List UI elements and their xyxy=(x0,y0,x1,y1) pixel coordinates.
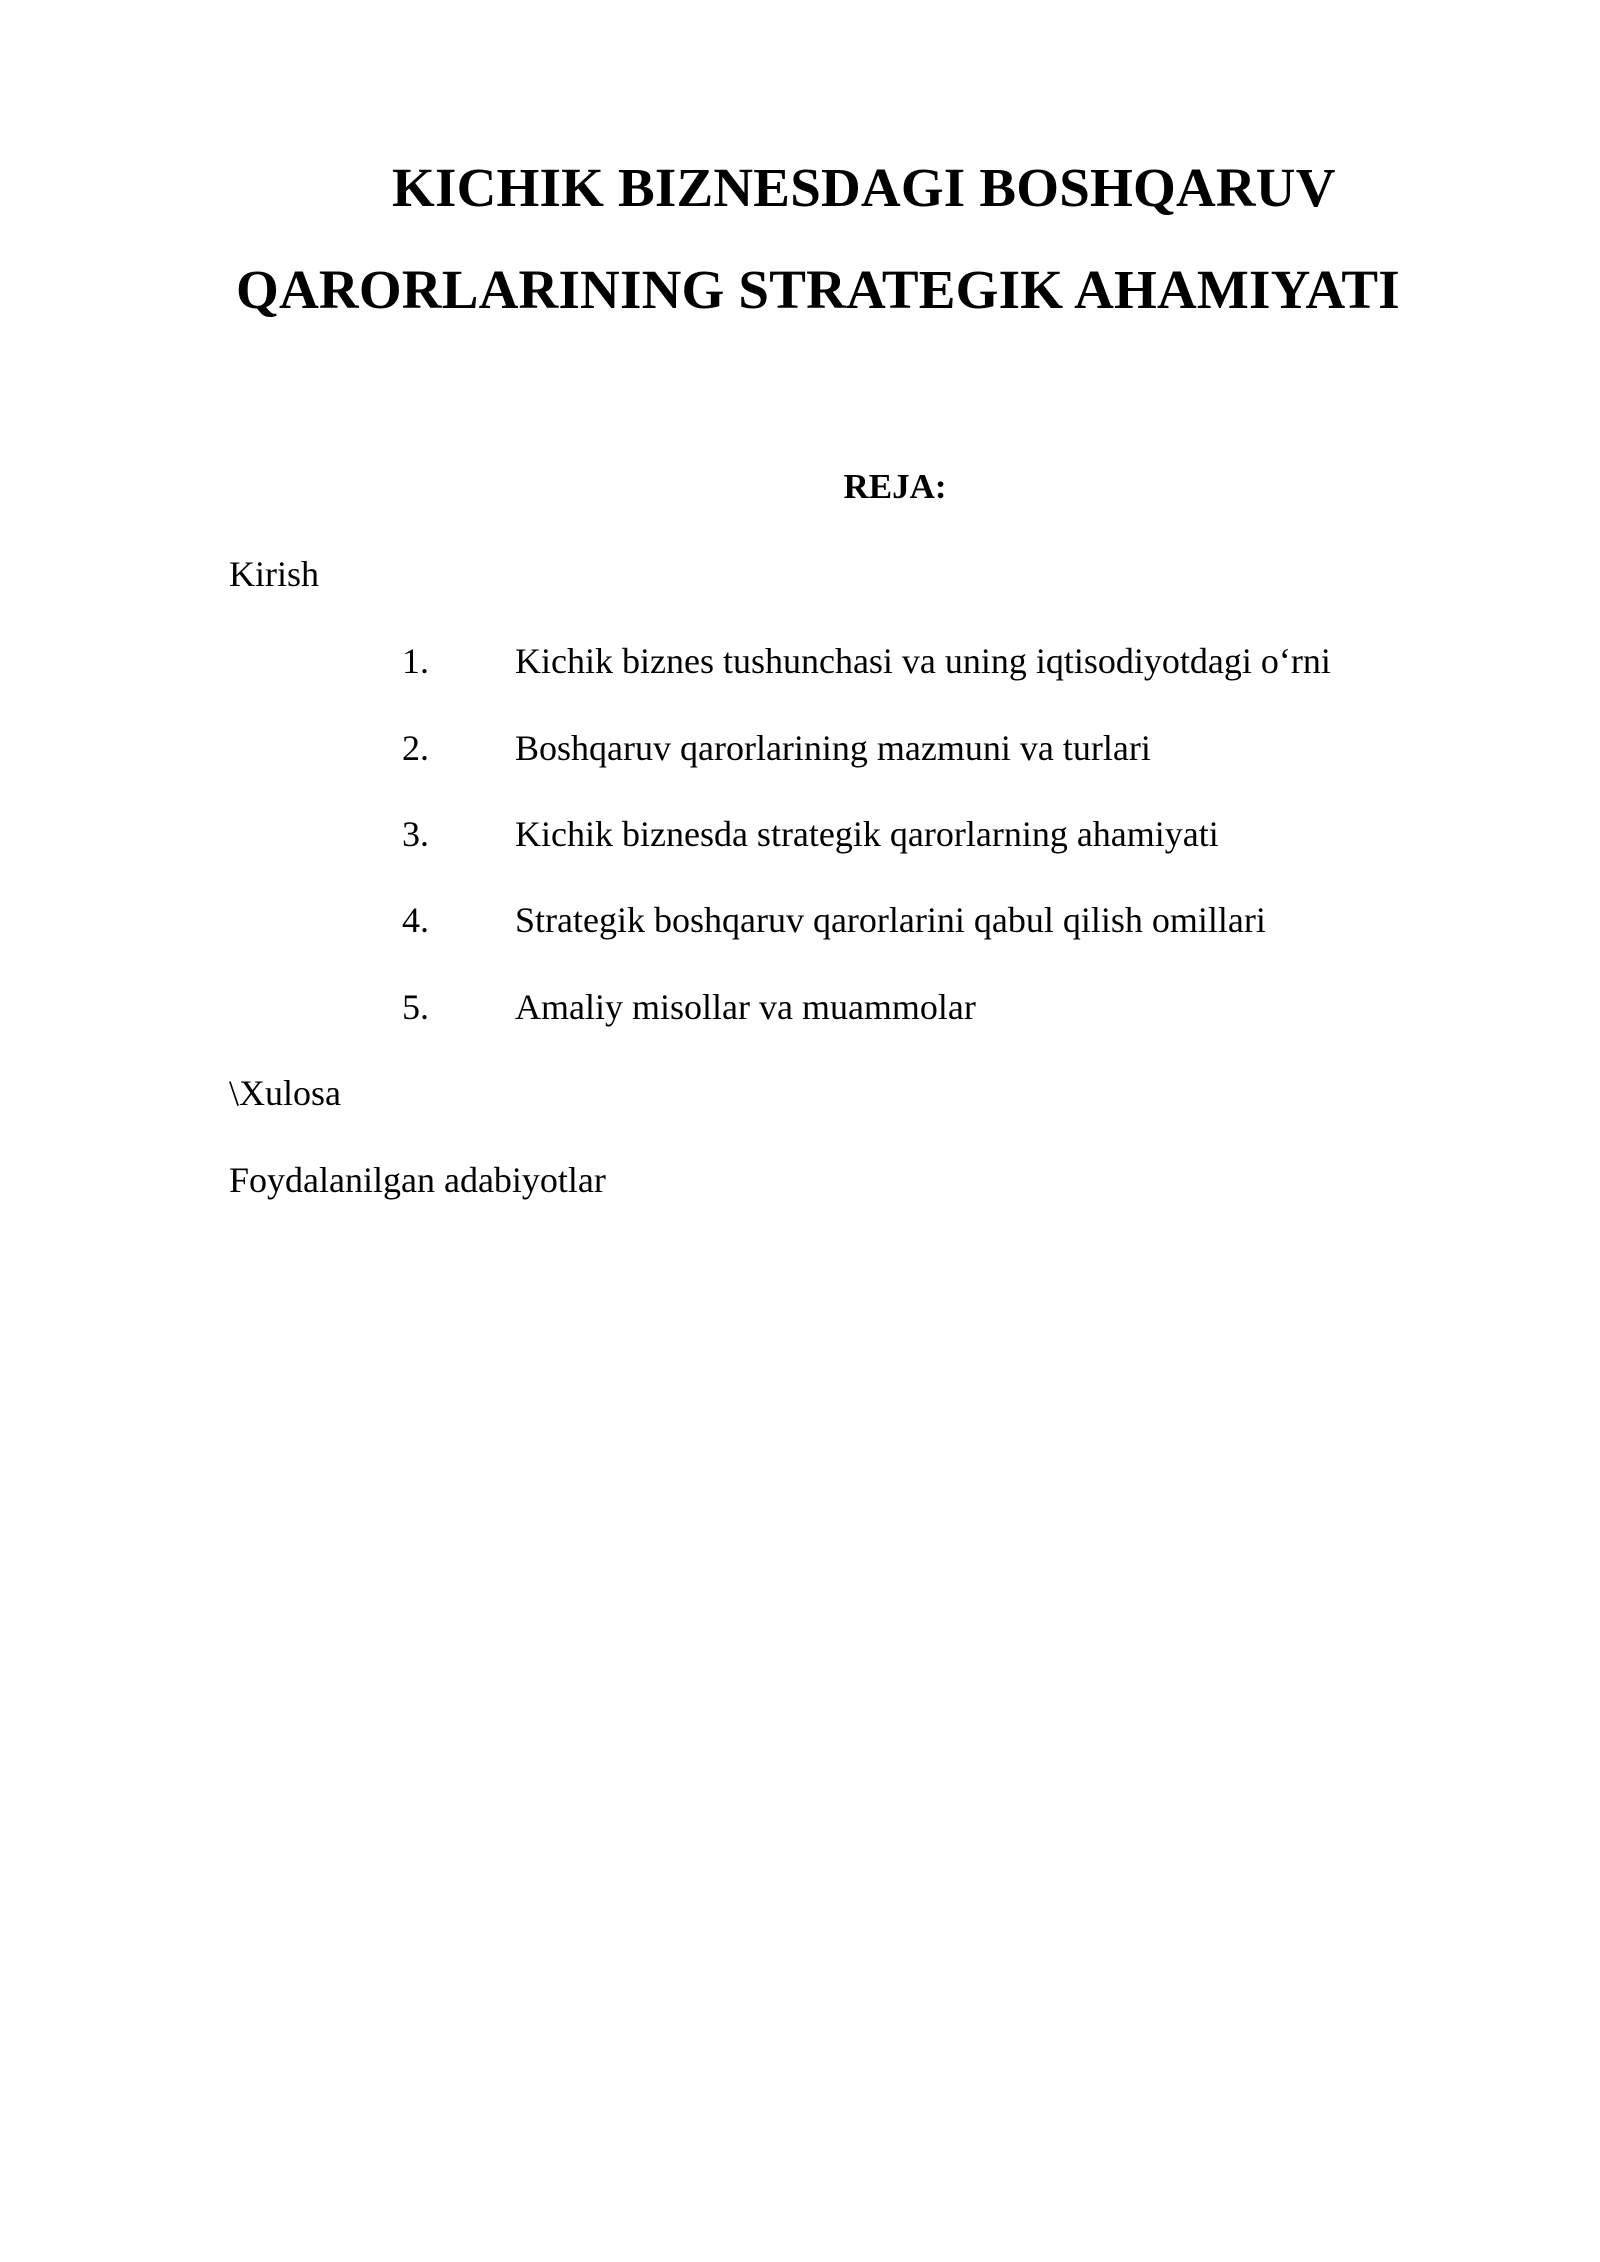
plan-item-text: Strategik boshqaruv qarorlarini qabul qilish omillari xyxy=(515,900,1266,940)
plan-item-text: Kichik biznesda strategik qarorlarning ahamiyati xyxy=(515,814,1219,854)
plan-item-text: Amaliy misollar va muammolar xyxy=(515,987,976,1027)
document-title-line-1: KICHIK BIZNESDAGI BOSHQARUV xyxy=(392,157,1336,218)
plan-heading: REJA: xyxy=(843,467,947,506)
plan-item-number: 1. xyxy=(402,641,429,681)
plan-item-number: 5. xyxy=(402,987,429,1027)
plan-item-number: 2. xyxy=(402,728,429,768)
plan-item-text: Kichik biznes tushunchasi va uning iqtisodiyotdagi o‘rni xyxy=(515,641,1331,681)
conclusion-entry: \Xulosa xyxy=(229,1073,341,1113)
plan-item-number: 4. xyxy=(402,900,429,940)
plan-item-text: Boshqaruv qarorlarining mazmuni va turlari xyxy=(515,728,1151,768)
references-entry: Foydalanilgan adabiyotlar xyxy=(229,1160,606,1200)
intro-entry: Kirish xyxy=(229,554,319,594)
document-title-line-2: QARORLARINING STRATEGIK AHAMIYATI xyxy=(236,259,1400,320)
plan-item-number: 3. xyxy=(402,814,429,854)
